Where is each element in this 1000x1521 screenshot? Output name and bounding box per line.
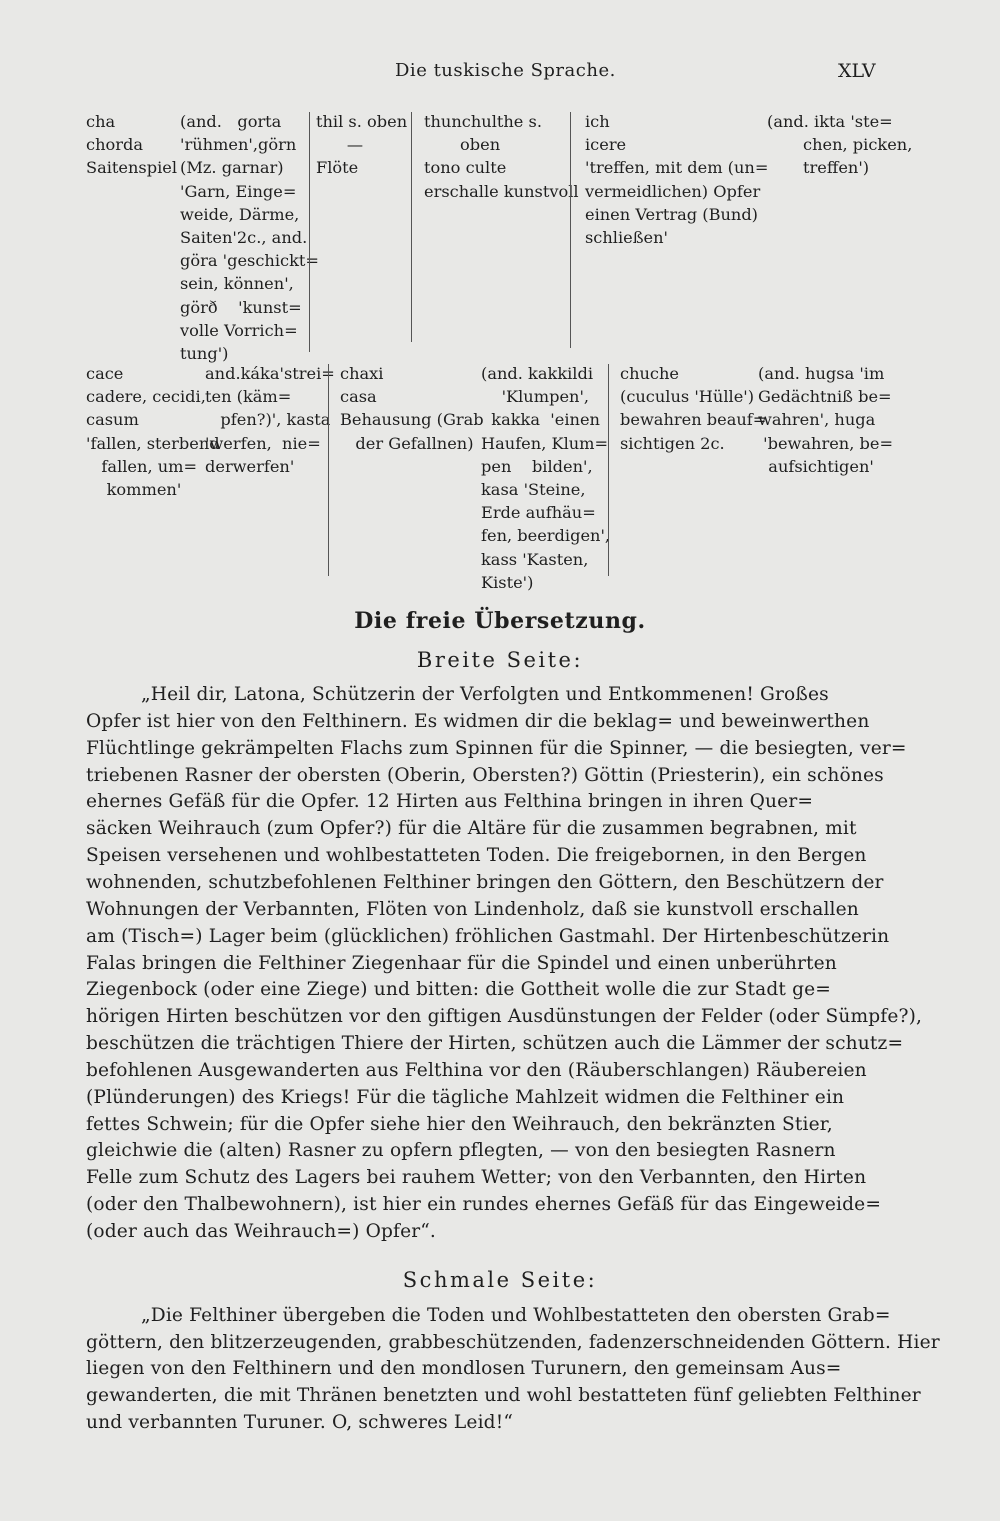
gloss-entry-thil: thil s. oben — Flöte [316,112,408,178]
text-line: säcken Weihrauch (zum Opfer?) für die Altäre für die zusammen begrabnen, mit [86,818,857,840]
text-line: liegen von den Felthinern und den mondlosen Turunern, den gemeinsam Aus= [86,1358,842,1380]
text-line: triebenen Rasner der obersten (Oberin, Obersten?) Göttin (Priesterin), ein schönes [86,764,884,786]
text-line: Opfer ist hier von den Felthinern. Es widmen dir die beklag= und beweinwerthen [86,710,870,732]
gloss-entry-chaxi: chaxi casa Behausung (Grab der Gefallnen) [340,364,484,453]
text-line: Flüchtlinge gekrämpelten Flachs zum Spinnen für die Spinner, — die besiegten, ver= [86,737,907,759]
text-line: Speisen versehenen und wohlbestatteten Toden. Die freigebornen, in den Bergen [86,845,867,867]
text-line: Ziegenbock (oder eine Ziege) und bitten: die Gottheit wolle die zur Stadt ge= [86,979,832,1001]
gloss-entry-chuche: chuche (cuculus 'Hülle') bewahren beauf= sichtigen 2c. [620,364,767,453]
text-line: Wohnungen der Verbannten, Flöten von Lindenholz, daß sie kunstvoll erschallen [86,898,859,920]
gloss-entry-ich: ich icere 'treffen, mit dem (un= vermeidlichen) Opfer einen Vertrag (Bund) schließen' [585,112,769,248]
text-line: hörigen Hirten beschützen vor den giftigen Ausdünstungen der Felder (oder Sümpfe?), [86,1006,923,1028]
column-rule [309,112,310,352]
section-heading: Die freie Übersetzung. [354,608,646,634]
gloss-note-ich: (and. ikta 'ste= chen, picken, treffen') [767,112,913,178]
gloss-note-cha: (and. gorta 'rühmen',görn (Mz. garnar) 'Garn, Einge= weide, Därme, Saiten'2c., and. göra 'geschickt= sein, können', görð 'kunst= volle Vorrich= tung') [180,112,319,364]
text-line: göttern, den blitzerzeugenden, grabbeschützenden, fadenzerschneidenden Göttern. Hier [86,1331,940,1353]
text-line: befohlenen Ausgewanderten aus Felthina vor den (Räuberschlangen) Räubereien [86,1059,867,1081]
gloss-entry-cace: cace cadere, cecidi, casum 'fallen, sterbend fallen, um= kommen' [86,364,220,500]
gloss-entry-thunchulthe: thunchulthe s. oben tono culte erschalle kunstvoll [424,112,579,201]
text-line: gleichwie die (alten) Rasner zu opfern pflegten, — von den besiegten Rasnern [86,1140,836,1162]
running-title: Die tuskische Sprache. [395,60,616,81]
text-line: Felle zum Schutz des Lagers bei rauhem Wetter; von den Verbannten, den Hirten [86,1167,867,1189]
text-line: (Plünderungen) des Kriegs! Für die tägliche Mahlzeit widmen die Felthiner ein [86,1086,845,1108]
text-line: (oder den Thalbewohnern), ist hier ein rundes ehernes Gefäß für das Eingeweide= [86,1194,882,1216]
text-line: „Die Felthiner übergeben die Toden und Wohlbestatteten den obersten Grab= [141,1305,891,1326]
text-line: (oder auch das Weihrauch=) Opfer“. [86,1221,436,1242]
gloss-entry-cha: cha chorda Saitenspiel [86,112,178,178]
column-rule [570,112,571,348]
text-line: gewanderten, die mit Thränen benetzten und wohl bestatteten fünf geliebten Felthiner [86,1385,921,1407]
running-head [0,60,1000,90]
column-rule [328,364,329,576]
gloss-note-cace: and.káka'strei= ten (käm= pfen?)', kasta 'werfen, nie= derwerfen' [205,364,335,476]
text-line: wohnenden, schutzbefohlenen Felthiner bringen den Göttern, den Beschützern der [86,871,884,893]
column-rule [608,364,609,576]
text-line: fettes Schwein; für die Opfer siehe hier den Weihrauch, den bekränzten Stier, [86,1113,833,1135]
text-line: Falas bringen die Felthiner Ziegenhaar für die Spindel und einen unberührten [86,952,837,974]
broad-side-heading: Breite Seite: [416,648,584,672]
text-line: ehernes Gefäß für die Opfer. 12 Hirten aus Felthina bringen in ihren Quer= [86,791,814,813]
page-number: XLV [838,60,876,82]
text-line: „Heil dir, Latona, Schützerin der Verfolgten und Entkommenen! Großes [141,684,829,705]
text-line: am (Tisch=) Lager beim (glücklichen) fröhlichen Gastmahl. Der Hirtenbeschützerin [86,925,890,947]
gloss-note-chuche: (and. hugsa 'im Gedächtniß be= wahren', huga 'bewahren, be= aufsichtigen' [758,364,894,476]
column-rule [411,112,412,342]
gloss-note-chaxi: (and. kakkildi 'Klumpen', kakka 'einen Haufen, Klum= pen bilden', kasa 'Steine, Erde aufhäu= fen, beerdigen', kass 'Kasten, Kiste') [481,364,611,592]
text-line: beschützen die trächtigen Thiere der Hirten, schützen auch die Lämmer der schutz= [86,1033,904,1055]
text-line: und verbannten Turuner. O, schweres Leid!“ [86,1411,513,1433]
narrow-side-heading: Schmale Seite: [402,1268,598,1292]
